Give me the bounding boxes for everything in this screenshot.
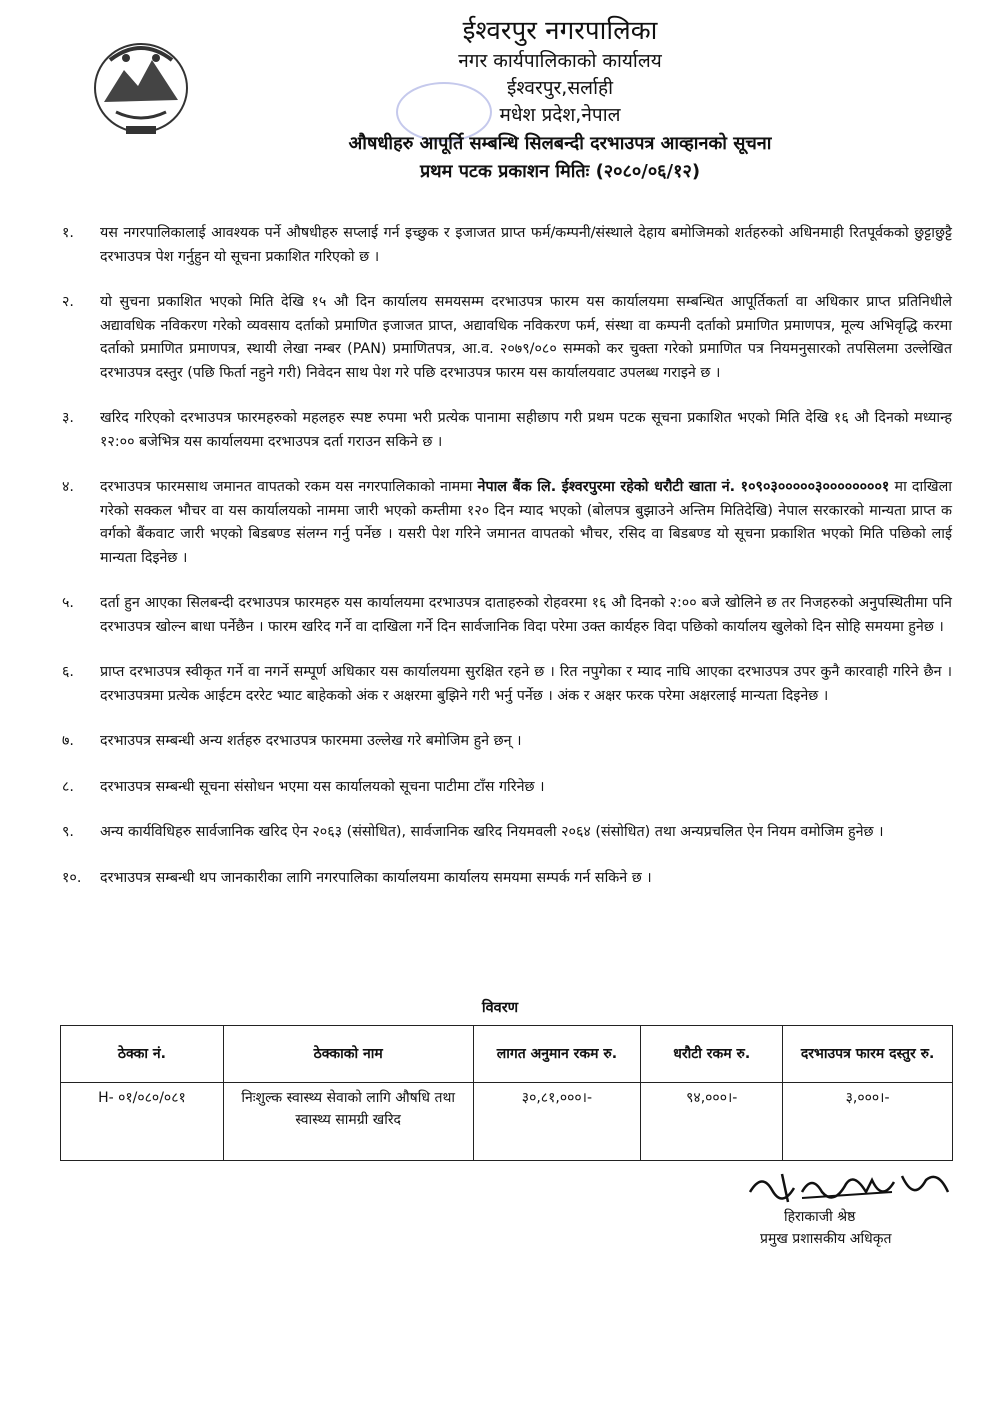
contract-number-cell: H- ०१/०८०/०८१ (61, 1083, 224, 1161)
item-text: मा दाखिला गरेको सक्कल भौचर वा यस कार्यालयको नाममा जारी भएको कम्तीमा १२० दिन म्याद भएको (बोलपत्र बुझाउने अन्तिम मितिदेखि) नेपाल सरकारको मान्यता प्राप्त क वर्गको बैंकवाट जारी भएको बिडबण्ड संलग्न गर्नु पर्नेछ । यसरी पेश गरिने जमानत वापतको भौचर, रसिद वा बिडबण्ड यो सूचना प्रकाशित भएको मिति पछिको लाई मान्यता दिइनेछ । (100, 479, 953, 566)
table-caption: विवरण (481, 1000, 519, 1016)
item-text: यस नगरपालिकालाई आवश्यक पर्ने औषधीहरु सप्लाई गर्न इच्छुक र इजाजत प्राप्त फर्म/कम्पनी/संस्थाले देहाय बमोजिमको शर्तहरुको अधिनमाही रितपूर्वकको छुट्टाछुट्टै दरभाउपत्र पेश गर्नुहुन यो सूचना प्रकाशित गरिएको छ । (100, 225, 952, 265)
bank-account-info: नेपाल बैंक लि. ईश्वरपुरमा रहेको धरौटी खाता नं. १०९०३०००००३००००००००१ (477, 479, 890, 495)
notice-item (62, 776, 952, 800)
document-header (240, 14, 880, 185)
item-text: दरभाउपत्र सम्बन्धी सूचना संसोधन भएमा यस कार्यालयको सूचना पाटीमा टाँस गरिनेछ । (100, 778, 545, 795)
item-number: ६. (62, 664, 74, 680)
column-header: ठेक्काको नाम (223, 1026, 473, 1083)
item-text: खरिद गरिएको दरभाउपत्र फारमहरुको महलहरु स्पष्ट रुपमा भरी प्रत्येक पानामा सहीछाप गरी प्रथम पटक सूचना प्रकाशित भएको मिति देखि १६ औ दिनको मध्यान्ह १२:०० बजेभित्र यस कार्यालयमा दरभाउपत्र दर्ता गराउन सकिने छ । (100, 410, 952, 450)
notice-title: औषधीहरु आपूर्ति सम्बन्धि सिलबन्दी दरभाउपत्र आव्हानको सूचना (348, 133, 772, 154)
signatory-name: हिराकाजी श्रेष्ठ (784, 1209, 856, 1225)
item-text: दरभाउपत्र फारमसाथ जमानत वापतको रकम यस नगरपालिकाको नाममा (100, 479, 478, 495)
deposit-amount-cell: ९४,०००।- (641, 1083, 783, 1161)
office-location: ईश्वरपुर,सर्लाही (507, 77, 613, 99)
signatory-designation: प्रमुख प्रशासकीय अधिकृत (760, 1231, 892, 1247)
notice-item (62, 222, 952, 269)
item-text: दर्ता हुन आएका सिलबन्दी दरभाउपत्र फारमहरु यस कार्यालयमा दरभाउपत्र दाताहरुको रोहवरमा १६ औ दिनको २:०० बजे खोलिने छ तर निजहरुको अनुपस्थितीमा पनि दरभाउपत्र खोल्न बाधा पर्नेछैन । फारम खरिद गर्ने वा दाखिला गर्ने दिन सार्वजानिक विदा परेमा उक्त कार्यहरु विदा पछिको कार्यालय खुलेको दिन सोहि समयमा हुनेछ । (100, 595, 952, 635)
column-header: ठेक्का नं. (61, 1026, 224, 1083)
contract-name-cell: निःशुल्क स्वास्थ्य सेवाको लागि औषधि तथा स्वास्थ्य सामग्री खरिद (223, 1083, 473, 1161)
item-number: १. (62, 225, 74, 241)
column-header: दरभाउपत्र फारम दस्तुर रु. (783, 1026, 953, 1083)
item-number: ८. (62, 778, 74, 795)
notice-item (62, 291, 952, 385)
item-number: १०. (62, 869, 82, 886)
municipality-name: ईश्वरपुर नगरपालिका (462, 16, 658, 46)
item-text: अन्य कार्यविधिहरु सार्वजानिक खरिद ऐन २०६३ (संसोधित), सार्वजानिक खरिद नियमवली २०६४ (संसोधित) तथा अन्यप्रचलित ऐन नियम वमोजिम हुनेछ । (100, 824, 884, 840)
notice-item (62, 730, 952, 754)
column-header: धरौटी रकम रु. (641, 1026, 783, 1083)
table-header-row (61, 1026, 953, 1083)
item-text: दरभाउपत्र सम्बन्धी अन्य शर्तहरु दरभाउपत्र फारममा उल्लेख गरे बमोजिम हुने छन् । (100, 733, 522, 749)
item-number: ७. (62, 733, 74, 749)
notice-item (62, 661, 952, 708)
table-row (61, 1083, 953, 1161)
notice-items (62, 222, 952, 912)
form-fee-cell: ३,०००।- (783, 1083, 953, 1161)
notice-item (62, 592, 952, 639)
province-name: मधेश प्रदेश,नेपाल (499, 104, 621, 126)
item-text: यो सुचना प्रकाशित भएको मिति देखि १५ औ दिन कार्यालय समयसम्म दरभाउपत्र फारम यस कार्यालयमा सम्बन्धित आपूर्तिकर्ता वा अधिकार प्राप्त प्रतिनिधीले अद्यावधिक नविकरण गरेको व्यवसाय दर्ताको प्रमाणित इजाजत प्राप्त, अद्यावधिक नविकरण फर्म, संस्था वा कम्पनी दर्ताको प्रमाणित प्रमाणपत्र, मूल्य अभिवृद्धि करमा दर्ताको प्रमाणित प्रमाणपत्र, स्थायी लेखा नम्बर (PAN) प्रमाणितपत्र, आ.व. २०७९/०८० सम्मको कर चुक्ता गरेको प्रमाणित पत्र नियमनुसारको तपसिलमा उल्लेखित दरभाउपत्र दस्तुर (पछि फिर्ता नहुने गरी) निवेदन साथ पेश गरे पछि दरभाउपत्र फारम यस कार्यालयवाट उपलब्ध गराइने छ । (100, 294, 952, 381)
notice-item (62, 407, 952, 454)
office-name: नगर कार्यपालिकाको कार्यालय (458, 50, 662, 72)
handwritten-signature (742, 1162, 962, 1212)
government-emblem-logo (86, 30, 196, 140)
item-number: ३. (62, 410, 74, 426)
item-number: ९. (62, 824, 74, 840)
item-text: दरभाउपत्र सम्बन्धी थप जानकारीका लागि नगरपालिका कार्यालयमा कार्यालय समयमा सम्पर्क गर्न सकिने छ । (100, 869, 652, 886)
column-header: लागत अनुमान रकम रु. (473, 1026, 641, 1083)
item-number: ५. (62, 595, 74, 611)
item-number: २. (62, 294, 74, 310)
publish-date: प्रथम पटक प्रकाशन मितिः (२०८०/०६/१२) (419, 161, 701, 182)
contract-details-table (60, 1025, 953, 1161)
notice-item (62, 476, 952, 570)
item-number: ४. (62, 479, 74, 495)
item-text: प्राप्त दरभाउपत्र स्वीकृत गर्ने वा नगर्ने सम्पूर्ण अधिकार यस कार्यालयमा सुरक्षित रहने छ । रित नपुगेका र म्याद नाघि आएका दरभाउपत्र उपर कुनै कारवाही गरिने छैन । दरभाउपत्रमा प्रत्येक आईटम दररेट भ्याट बाहेकको अंक र अक्षरमा बुझिने गरी भर्नु पर्नेछ । अंक र अक्षर फरक परेमा अक्षरलाई मान्यता दिइनेछ । (100, 664, 952, 704)
notice-item (62, 867, 952, 891)
notice-item (62, 821, 952, 845)
estimated-cost-cell: ३०,८१,०००।- (473, 1083, 641, 1161)
signatory-block (760, 1206, 891, 1250)
